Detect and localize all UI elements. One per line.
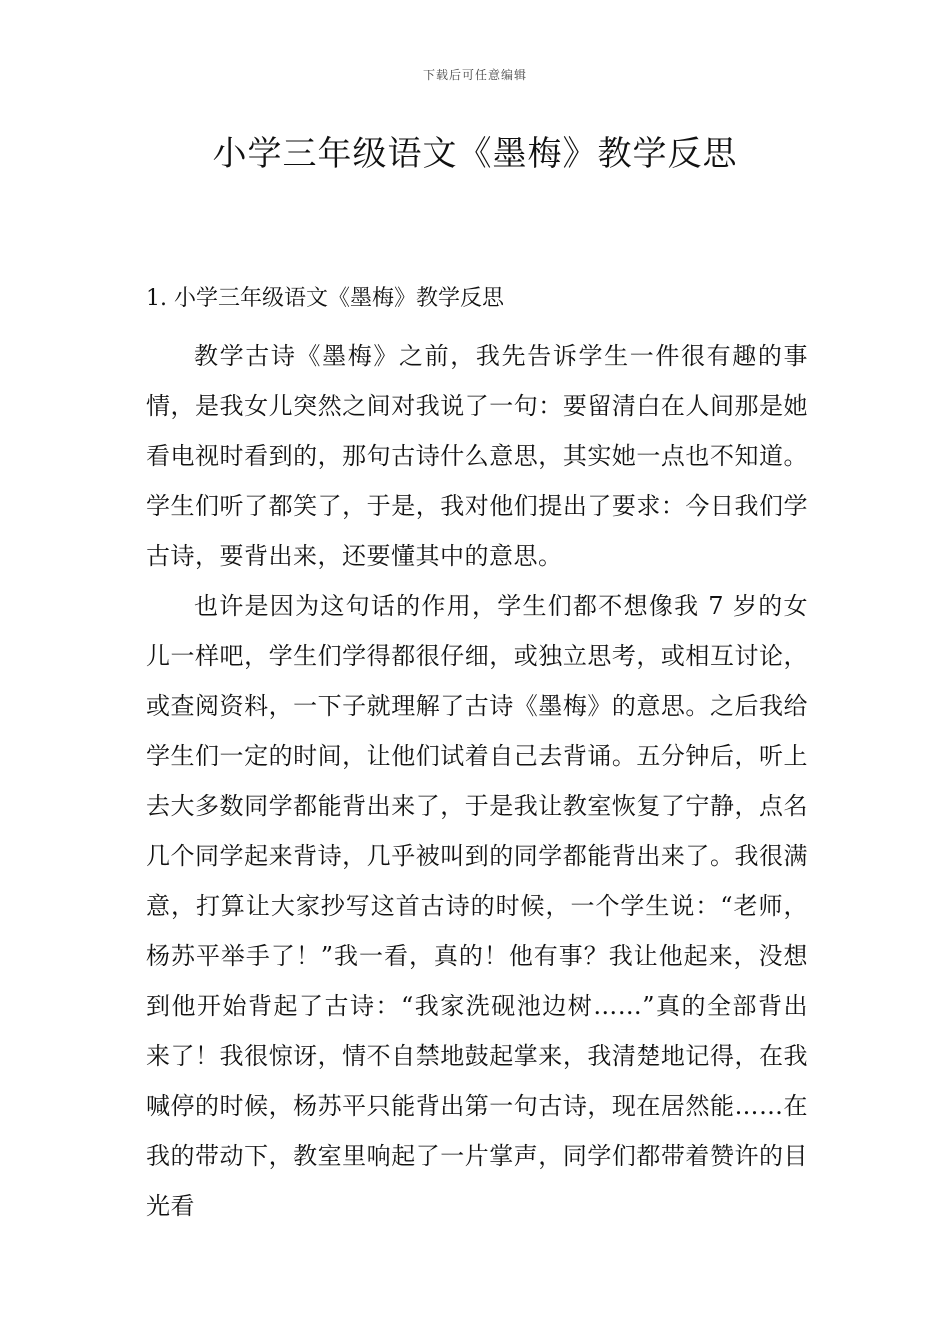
document-title: 小学三年级语文《墨梅》教学反思 [212, 134, 738, 174]
paragraph-2: 也许是因为这句话的作用，学生们都不想像我 7 岁的女儿一样吧，学生们学得都很仔细，或独立思考，或相互讨论，或查阅资料，一下子就理解了古诗《墨梅》的意思。之后我给学生们一定的时间，让他们试着自己去背诵。五分钟后，听上去大多数同学都能背出来了，于是我让教室恢复了宁静，点名几个同学起来背诗，几乎被叫到的同学都能背出来了。我很满意，打算让大家抄写这首古诗的时候，一个学生说：“老师，杨苏平举手了！”我一看，真的！他有事？我让他起来，没想到他开始背起了古诗：“我家洗砚池边树……”真的全部背出来了！我很惊讶，情不自禁地鼓起掌来，我清楚地记得，在我喊停的时候，杨苏平只能背出第一句古诗，现在居然能……在我的带动下，教室里响起了一片掌声，同学们都带着赞许的目光看 [146, 592, 808, 1220]
document-body [146, 331, 808, 1231]
paragraph-1: 教学古诗《墨梅》之前，我先告诉学生一件很有趣的事情，是我女儿突然之间对我说了一句：要留清白在人间那是她看电视时看到的，那句古诗什么意思，其实她一点也不知道。学生们听了都笑了，于是，我对他们提出了要求：今日我们学古诗，要背出来，还要懂其中的意思。 [146, 342, 808, 570]
section-heading: 1. 小学三年级语文《墨梅》教学反思 [146, 286, 504, 311]
page-header-note: 下载后可任意编辑 [422, 68, 527, 82]
